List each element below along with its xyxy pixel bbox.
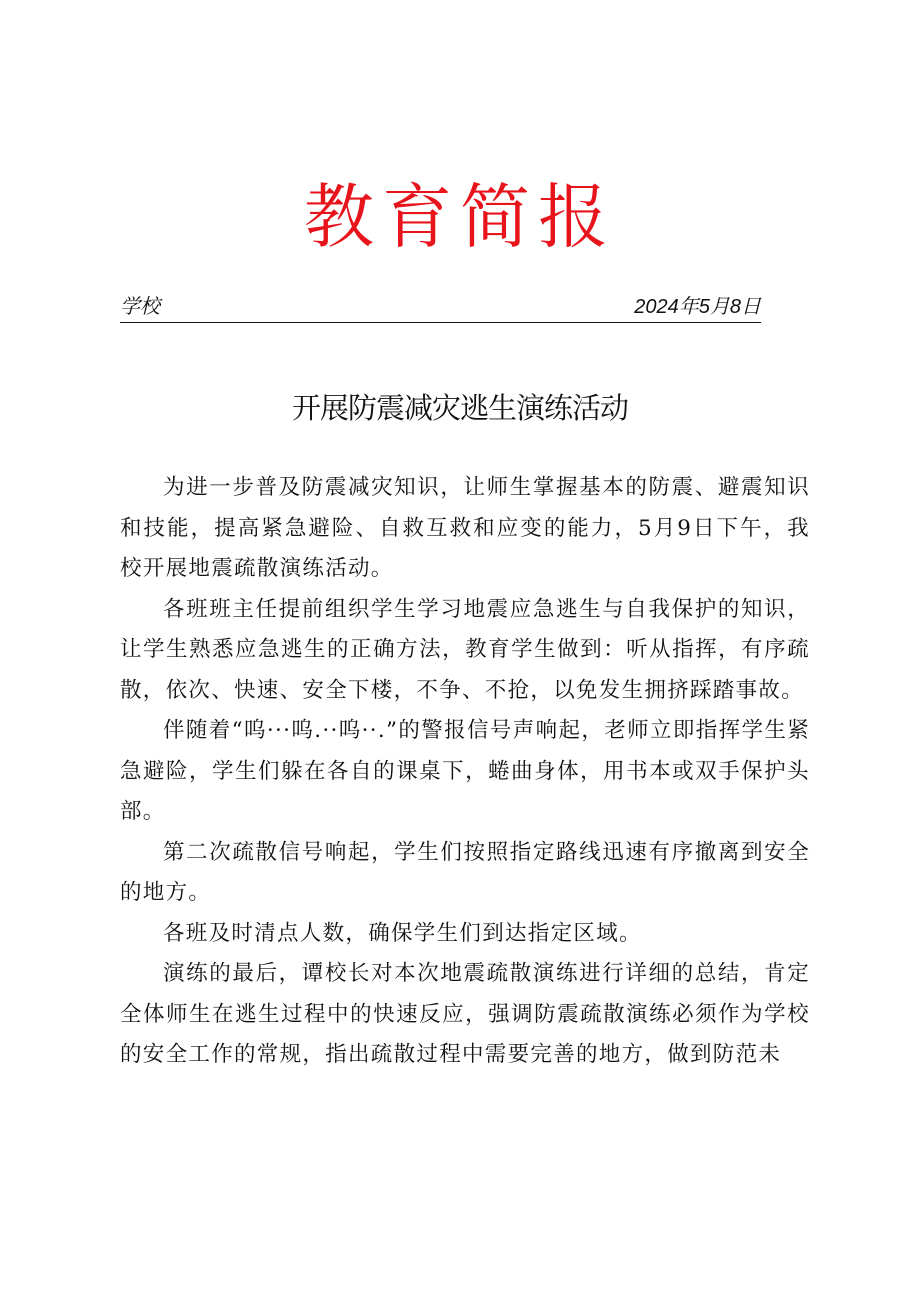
paragraph: 伴随着“呜···呜.··呜··.”的警报信号声响起，老师立即指挥学生紧急避险，学生们躲在各自的课桌下，蜷曲身体，用书本或双手保护头部。	[120, 718, 810, 824]
paragraph: 第二次疏散信号响起，学生们按照指定路线迅速有序撤离到安全的地方。	[120, 839, 810, 905]
article-title: 开展防震减灾逃生演练活动	[291, 391, 628, 425]
paragraph: 各班班主任提前组织学生学习地震应急逃生与自我保护的知识，让学生熟悉应急逃生的正确方法，教育学生做到：听从指挥，有序疏散，依次、快速、安全下楼，不争、不抢，以免发生拥挤踩踏事故。	[120, 596, 810, 703]
paragraph: 演练的最后，谭校长对本次地震疏散演练进行详细的总结，肯定全体师生在逃生过程中的快速反应，强调防震疏散演练必须作为学校的安全工作的常规，指出疏散过程中需要完善的地方，做到防范未	[120, 961, 810, 1067]
issue-date: 2024年5月8日	[634, 296, 761, 318]
article-body	[120, 468, 810, 1076]
info-line	[120, 296, 761, 323]
school-label: 学校	[120, 296, 160, 318]
paragraph: 为进一步普及防震减灾知识，让师生掌握基本的防震、避震知识和技能，提高紧急避险、自救互救和应变的能力，5月9日下午，我校开展地震疏散演练活动。	[120, 475, 810, 581]
bulletin-masthead: 教育简报	[304, 176, 616, 258]
paragraph: 各班及时清点人数，确保学生们到达指定区域。	[163, 920, 642, 946]
